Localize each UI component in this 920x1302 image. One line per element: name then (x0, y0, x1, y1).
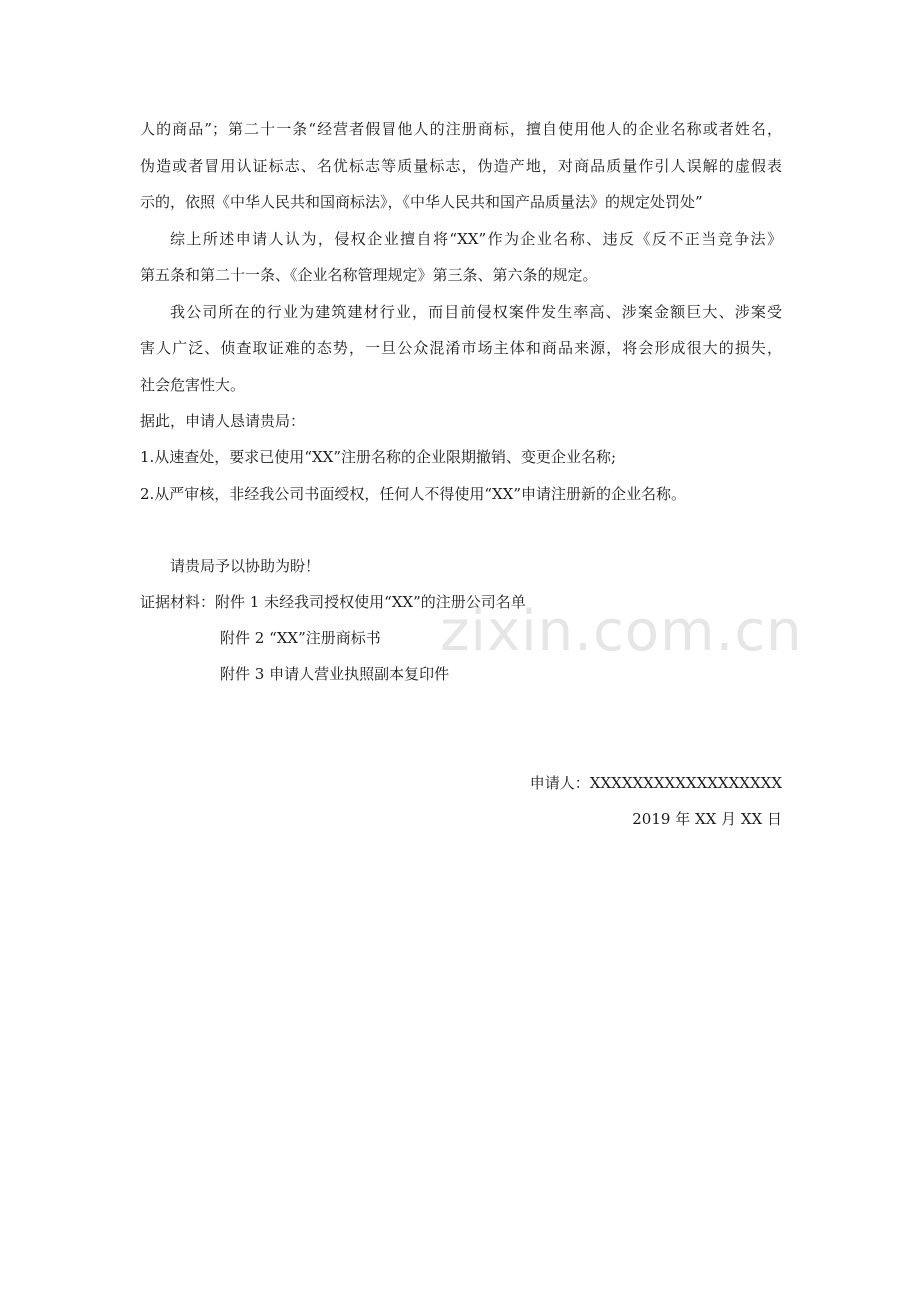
request-item-1: 1.从速查处，要求已使用“XX”注册名称的企业限期撤销、变更企业名称; (140, 448, 617, 466)
summary-line-1: 综上所述申请人认为，侵权企业擅自将“XX”作为企业名称、违反《反不正当竞争法》 (170, 230, 782, 248)
industry-line-1: 我公司所在的行业为建筑建材行业，而目前侵权案件发生率高、涉案金额巨大、涉案受 (170, 303, 782, 321)
site-watermark: zixin.com.cn (440, 599, 803, 664)
request-item-2: 2.从严审核，非经我公司书面绶权，任何人不得使用“XX”申请注册新的企业名称。 (140, 485, 687, 503)
evidence-attachment-2: 附件 2 “XX”注册商标书 (220, 629, 381, 647)
body-line-2: 伪造或者冒用认证标志、名优标志等质量标志，伪造产地，对商品质量作引人误解的虚假表 (140, 157, 782, 175)
industry-line-2: 害人广泛、侦查取证难的态势，一旦公众混淆市场主体和商品来源，将会形成很大的损失， (140, 339, 782, 357)
summary-line-2: 第五条和第二十一条、《企业名称管理规定》第三条、第六条的规定。 (140, 266, 598, 284)
industry-line-3: 社会危害性大。 (140, 376, 246, 394)
body-line-3: 示的，依照《中华人民共和国商标法》，《中华人民共和国产品质量法》的规定处罚处” (140, 193, 703, 211)
body-line-1: 人的商品”；第二十一条“经营者假冒他人的注册商标，擅自使用他人的企业名称或者姓名， (140, 120, 782, 138)
document-date: 2019 年 XX 月 XX 日 (632, 810, 782, 828)
applicant-signature: 申请人：XXXXXXXXXXXXXXXXXX (529, 774, 782, 792)
evidence-attachment-1: 证据材料：附件 1 未经我司授权使用“XX”的注册公司名单 (140, 593, 526, 611)
request-intro: 据此，申请人恳请贵局： (140, 412, 306, 430)
closing-line: 请贵局予以协助为盼！ (170, 557, 321, 575)
evidence-attachment-3: 附件 3 申请人营业执照副本复印件 (220, 665, 450, 683)
